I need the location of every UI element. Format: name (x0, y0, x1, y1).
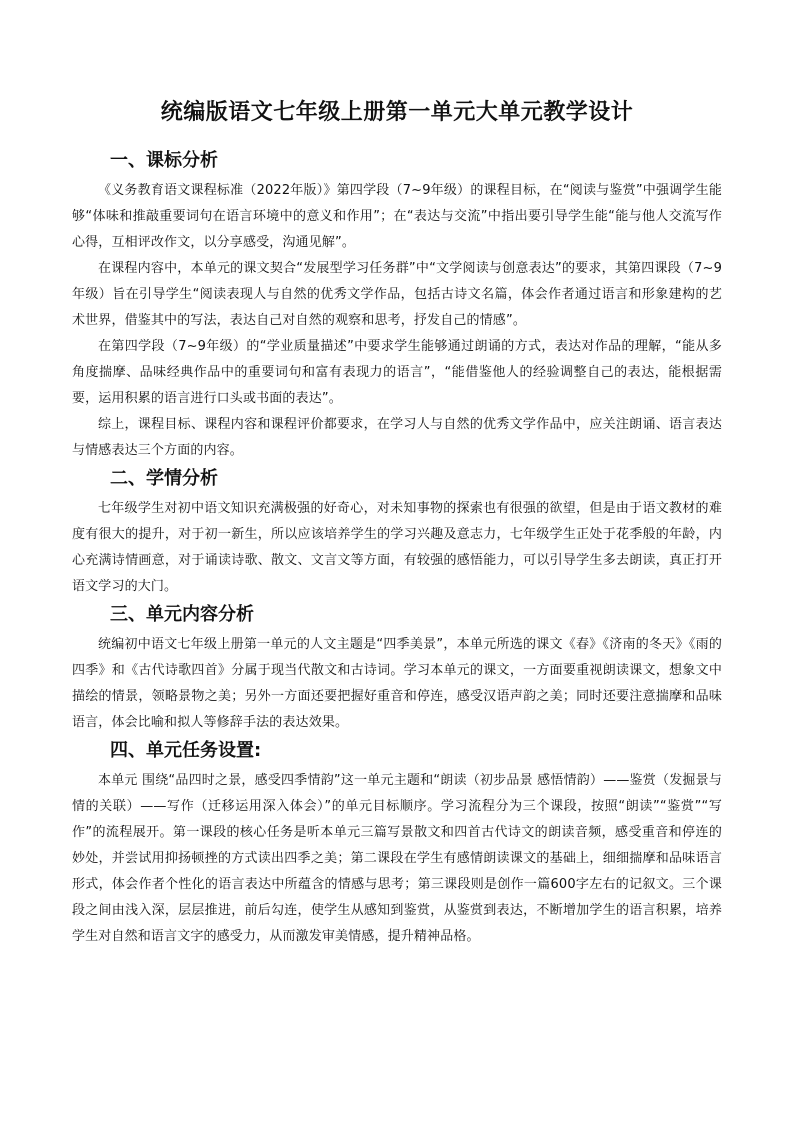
paragraph: 在课程内容中，本单元的课文契合“发展型学习任务群”中“文学阅读与创意表达”的要求，其第四课段（7~9年级）旨在引导学生“阅读表现人与自然的优秀文学作品，包括古诗文名篇，体会作者通过语言和形象建构的艺术世界，借鉴其中的写法，表达自己对自然的观察和思考，抒发自己的情感”。 (72, 261, 722, 328)
section-learner-analysis (72, 464, 722, 600)
section-unit-task-setting (72, 736, 722, 950)
section-heading: 一、课标分析 (110, 150, 218, 171)
paragraph: 综上，课程目标、课程内容和课程评价都要求，在学习人与自然的优秀文学作品中，应关注朗诵、语言表达与情感表达三个方面的内容。 (72, 417, 722, 458)
paragraph: 统编初中语文七年级上册第一单元的人文主题是“四季美景”，本单元所选的课文《春》《济南的冬天》《雨的四季》和《古代诗歌四首》分属于现当代散文和古诗词。学习本单元的课文，一方面要重视朗读课文，想象文中描绘的情景，领略景物之美；另外一方面还要把握好重音和停连，感受汉语声韵之美；同时还要注意揣摩和品味语言，体会比喻和拟人等修辞手法的表达效果。 (72, 637, 722, 730)
paragraph: 本单元 围绕“品四时之景，感受四季情韵”这一单元主题和“朗读（初步品景 感悟情韵）——鉴赏（发掘景与情的关联）——写作（迁移运用深入体会）”的单元目标顺序。学习流程分为三个课段，按照“朗读”“鉴赏”“写作”的流程展开。第一课段的核心任务是听本单元三篇写景散文和四首古代诗文的朗读音频，感受重音和停连的妙处，并尝试用抑扬顿挫的方式读出四季之美；第二课段在学生有感情朗读课文的基础上，细细揣摩和品味语言形式，体会作者个性化的语言表达中所蕴含的情感与思考；第三课段则是创作一篇600字左右的记叙文。三个课段之间由浅入深，层层推进，前后勾连，使学生从感知到鉴赏，从鉴赏到表达，不断增加学生的语言积累，培养学生对自然和语言文字的感受力，从而激发审美情感，提升精神品格。 (72, 773, 722, 944)
document-title: 统编版语文七年级上册第一单元大单元教学设计 (160, 100, 634, 125)
section-heading: 三、单元内容分析 (110, 604, 254, 625)
paragraph: 《义务教育语文课程标准（2022年版）》第四学段（7~9年级）的课程目标，在“阅读与鉴赏”中强调学生能够“体味和推敲重要词句在语言环境中的意义和作用”；在“表达与交流”中指出要引导学生能“能与他人交流写作心得，互相评改作文，以分享感受，沟通见解”。 (72, 183, 722, 250)
paragraph: 七年级学生对初中语文知识充满极强的好奇心，对未知事物的探索也有很强的欲望，但是由于语文教材的难度有很大的提升，对于初一新生，所以应该培养学生的学习兴趣及意志力，七年级学生正处于花季般的年龄，内心充满诗情画意，对于诵读诗歌、散文、文言文等方面，有较强的感悟能力，可以引导学生多去朗读，真正打开语文学习的大门。 (72, 501, 722, 594)
section-heading: 四、单元任务设置: (110, 740, 262, 761)
section-curriculum-analysis (72, 146, 722, 464)
paragraph: 在第四学段（7~9年级）的“学业质量描述”中要求学生能够通过朗诵的方式，表达对作品的理解，“能从多角度揣摩、品味经典作品中的重要词句和富有表现力的语言”，“能借鉴他人的经验调整自己的表达，能根据需要，运用积累的语言进行口头或书面的表达”。 (72, 339, 722, 406)
section-heading: 二、学情分析 (110, 468, 218, 489)
section-unit-content-analysis (72, 600, 722, 736)
